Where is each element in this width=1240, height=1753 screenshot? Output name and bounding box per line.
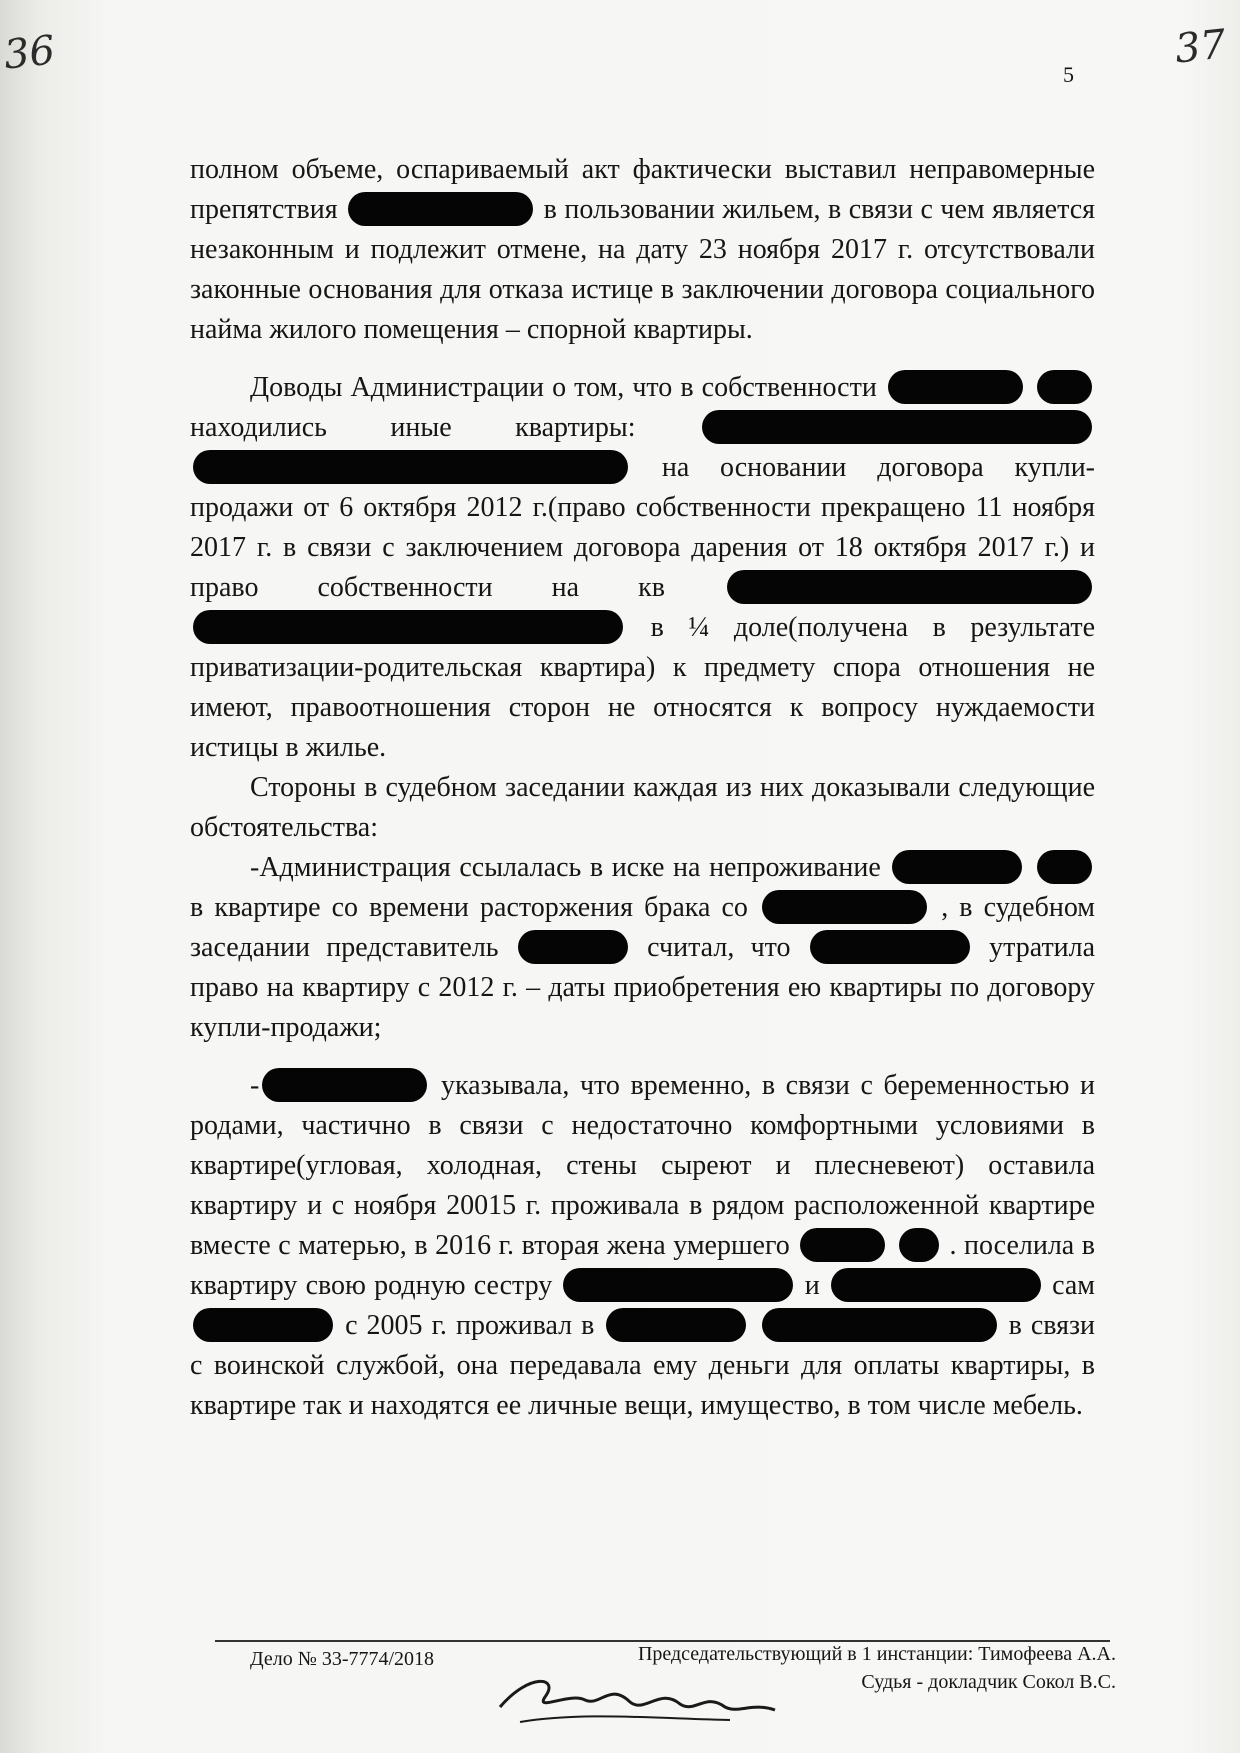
redaction-block bbox=[831, 1268, 1041, 1302]
redaction-block bbox=[1037, 850, 1092, 884]
text-run: , в судебном заседании представитель bbox=[190, 892, 1096, 963]
handwritten-sheet-number-right: 37 bbox=[1172, 21, 1229, 73]
text-run: в квартире со времени расторжения брака со bbox=[190, 892, 748, 923]
paragraph-5 bbox=[190, 1066, 1095, 1426]
redaction-block bbox=[348, 192, 533, 226]
paragraph-1 bbox=[190, 150, 1095, 350]
redaction-block bbox=[888, 370, 1023, 404]
reporting-judge: Судья - докладчик Сокол В.С. bbox=[861, 1671, 1116, 1693]
paragraph-3 bbox=[190, 768, 1095, 848]
redaction-block bbox=[810, 930, 970, 964]
redaction-block bbox=[606, 1308, 746, 1342]
redaction-block bbox=[563, 1268, 793, 1302]
redaction-block bbox=[193, 610, 623, 644]
text-run: указывала, что временно, в связи с беременностью и родами, частично в связи с недостаточно комфортными условиями в квартире(угловая, холодная, стены сыреют и плесневеют) оставила квартиру и с ноября 20015 г. проживала в рядом расположенной квартире вместе с матерью, в 2016 г. вторая жена умершего bbox=[190, 1070, 1095, 1261]
text-run: на основании договора купли-продажи от 6 октября 2012 г.(право собственности прекращено 11 ноября 2017 г. в связи с заключением договора дарения от 18 октября 2017 г.) и право собственности на кв bbox=[190, 452, 1096, 603]
text-run: Доводы Администрации о том, что в собственности bbox=[250, 372, 877, 403]
redaction-block bbox=[702, 410, 1092, 444]
document-body bbox=[190, 150, 1095, 1426]
text-run: - bbox=[250, 1070, 260, 1101]
text-run: полном объеме, оспариваемый акт фактически выставил неправомерные препятствия bbox=[190, 154, 1095, 225]
redaction-block bbox=[193, 1308, 333, 1342]
redaction-block bbox=[800, 1228, 885, 1262]
redaction-block bbox=[762, 890, 927, 924]
text-run: -Администрация ссылалась в иске на непроживание bbox=[250, 852, 881, 883]
handwritten-signature bbox=[490, 1652, 790, 1742]
redaction-block bbox=[193, 450, 628, 484]
text-run: находились иные квартиры: bbox=[190, 412, 636, 443]
redaction-block bbox=[262, 1068, 427, 1102]
text-run: в пользовании жильем, в связи с чем является незаконным и подлежит отмене, на дату 23 ноября 2017 г. отсутствовали законные основания для отказа истице в заключении договора социального найма жилого помещения – спорной квартиры. bbox=[190, 194, 1095, 345]
redaction-block bbox=[518, 930, 628, 964]
text-run: с 2005 г. проживал в bbox=[345, 1310, 595, 1341]
case-number: Дело № 33-7774/2018 bbox=[250, 1648, 435, 1670]
redaction-block bbox=[762, 1308, 997, 1342]
redaction-block bbox=[1037, 370, 1092, 404]
redaction-block bbox=[899, 1228, 939, 1262]
text-run: Стороны в судебном заседании каждая из них доказывали следующие обстоятельства: bbox=[190, 772, 1095, 843]
paragraph-2 bbox=[190, 368, 1095, 768]
redaction-block bbox=[727, 570, 1092, 604]
text-run: в связи с воинской службой, она передавала ему деньги для оплаты квартиры, в квартире так и находятся ее личные вещи, имущество, в том числе мебель. bbox=[190, 1310, 1096, 1421]
redaction-block bbox=[892, 850, 1022, 884]
text-run: утратила право на квартиру с 2012 г. – даты приобретения ею квартиры по договору купли-продажи; bbox=[190, 932, 1096, 1043]
text-run: считал, что bbox=[647, 932, 791, 963]
text-run: и bbox=[804, 1270, 820, 1301]
text-run: сам bbox=[1052, 1270, 1096, 1301]
handwritten-sheet-number-left: 36 bbox=[1, 27, 58, 79]
paragraph-4 bbox=[190, 848, 1095, 1048]
page-number: 5 bbox=[1063, 62, 1074, 87]
presiding-judge: Председательствующий в 1 инстанции: Тимофеева А.А. bbox=[637, 1643, 1116, 1665]
text-run: . поселила в квартиру свою родную сестру bbox=[190, 1230, 1096, 1301]
text-run: в ¼ доле(получена в результате приватизации-родительская квартира) к предмету спора отношения не имеют, правоотношения сторон не относятся к вопросу нуждаемости истицы в жилье. bbox=[190, 612, 1095, 763]
